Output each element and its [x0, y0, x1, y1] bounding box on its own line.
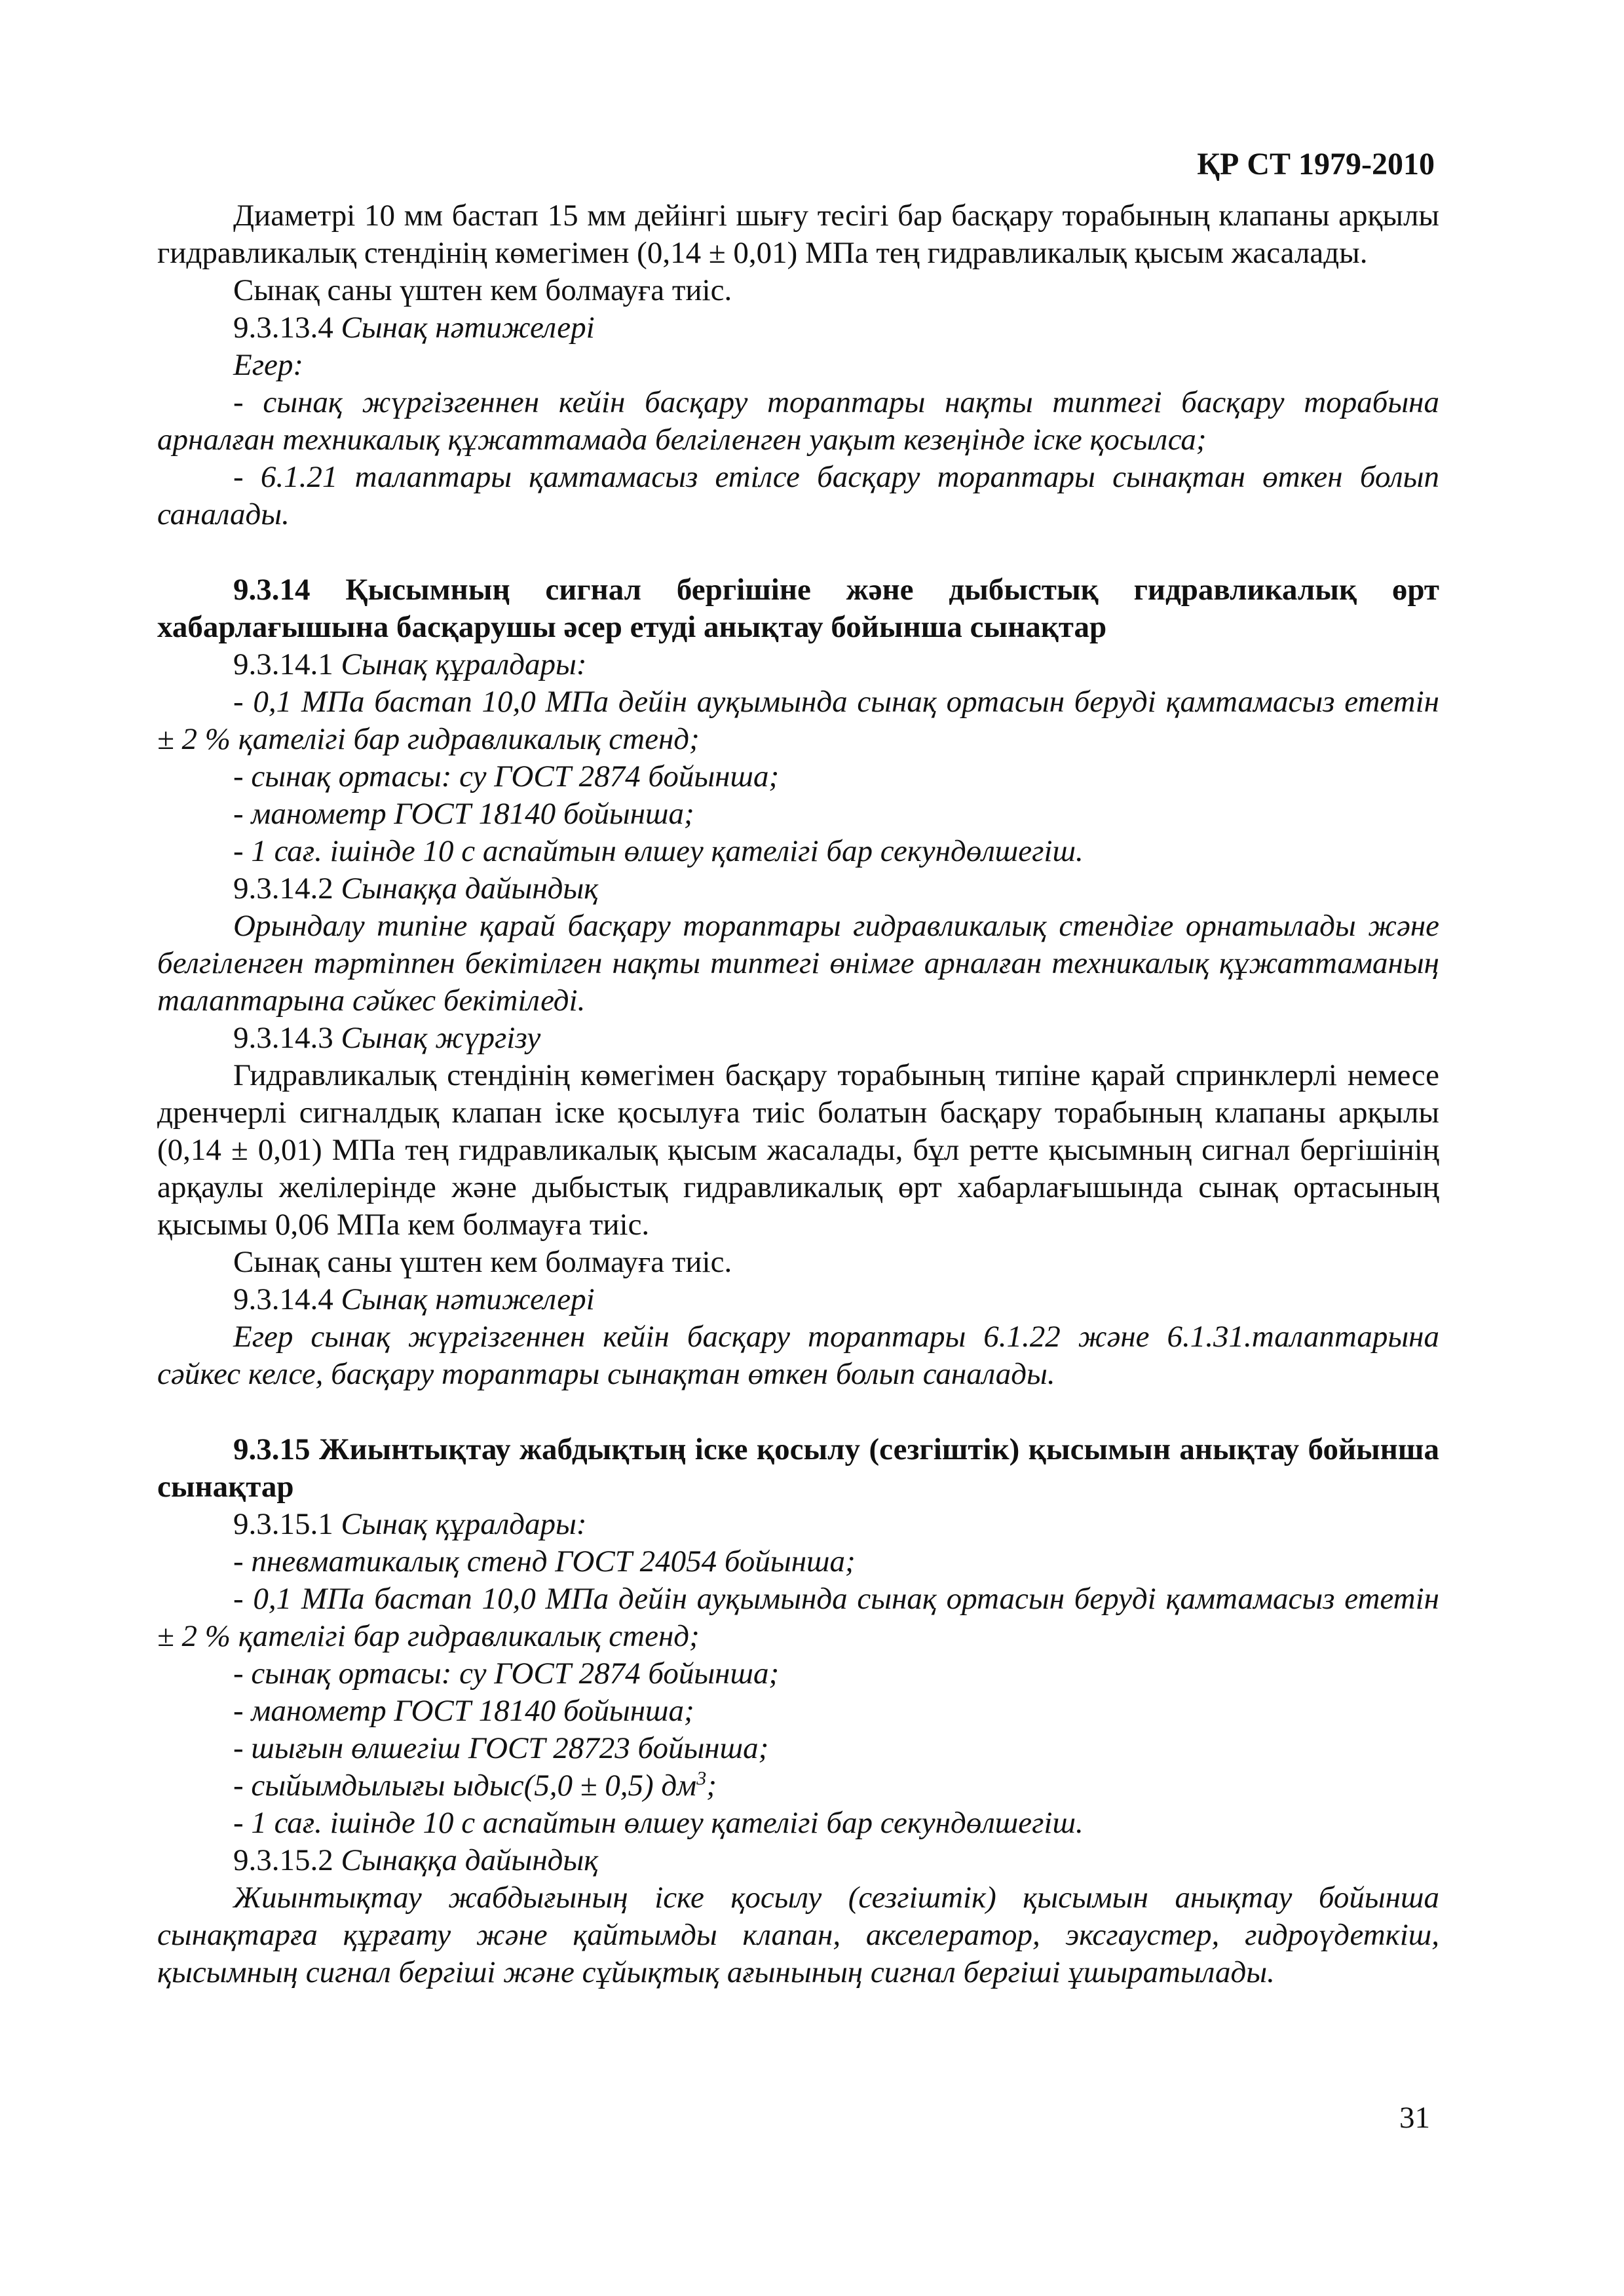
paragraph-pressure-creation: Диаметрі 10 мм бастап 15 мм дейінгі шығу тесігі бар басқару торабының клапаны арқылы гидравликалық стендінің көмегімен (0,14 ± 0,01) МПа тең гидравликалық қысым жасалады.	[157, 199, 1439, 270]
subsection-number: 9.3.15.1	[233, 1507, 333, 1541]
subsection-9-3-15-2	[157, 1842, 1439, 1879]
tool-list-item: - 0,1 МПа бастап 10,0 МПа дейін ауқымында сынақ ортасын беруді қамтамасыз ететін ± 2 % қателігі бар гидравликалық стенд;	[157, 685, 1439, 756]
subsection-number: 9.3.14.3	[233, 1021, 333, 1055]
subsection-number: 9.3.15.2	[233, 1843, 333, 1877]
capacity-exponent: 3	[696, 1767, 707, 1789]
condition-item: - сынақ жүргізгеннен кейін басқару тораптары нақты типтегі басқару торабына арналған техникалық құжаттамада белгіленген уақыт кезеңінде іске қосылса;	[157, 385, 1439, 457]
tool-list-item: - сынақ ортасы: су ГОСТ 2874 бойынша;	[233, 759, 780, 794]
subsection-title: Сынақ нәтижелері	[341, 311, 595, 345]
subsection-number: 9.3.13.4	[233, 311, 333, 345]
subsection-title: Сынақ жүргізу	[341, 1021, 541, 1055]
subsection-title: Сынақ құралдары:	[341, 1507, 587, 1541]
page-content	[157, 197, 1439, 1991]
condition-item: - 6.1.21 талаптары қамтамасыз етілсе басқару тораптары сынақтан өткен болып саналады.	[157, 460, 1439, 531]
tool-list-item: - 1 сағ. ішінде 10 с аспайтын өлшеу қателігі бар секундөлшегіш.	[233, 834, 1084, 868]
subsection-9-3-14-3	[157, 1020, 1439, 1057]
spacer	[157, 1393, 1439, 1431]
subsection-title: Сынақ нәтижелері	[341, 1282, 595, 1316]
conduct-paragraph: Гидравликалық стендінің көмегімен басқару торабының типіне қарай спринклерлі немесе дренчерлі сигналдық клапан іске қосылуға тиіс болатын басқару торабының клапаны арқылы (0,14 ± 0,01) МПа тең гидравликалық қысым жасалады, бұл ретте қысымның сигнал бергішінің арқаулы желілерінде және дыбыстық гидравликалық өрт хабарлағышында сынақ ортасының қысымы 0,06 МПа кем болмауға тиіс.	[157, 1058, 1439, 1242]
document-code-header: ҚР СТ 1979-2010	[1197, 147, 1435, 182]
results-paragraph: Егер сынақ жүргізгеннен кейін басқару тораптары 6.1.22 және 6.1.31.талаптарына сәйкес келсе, басқару тораптары сынақтан өткен болып саналады.	[157, 1320, 1439, 1391]
subsection-number: 9.3.14.2	[233, 871, 333, 906]
subsection-9-3-14-1	[157, 646, 1439, 683]
subsection-number: 9.3.14.1	[233, 647, 333, 681]
tool-list-item: - 0,1 МПа бастап 10,0 МПа дейін ауқымында сынақ ортасын беруді қамтамасыз ететін ± 2 % қателігі бар гидравликалық стенд;	[157, 1582, 1439, 1653]
capacity-text: - сыйымдылығы ыдыс(5,0 ± 0,5) дм	[233, 1769, 697, 1803]
tool-list-item: - манометр ГОСТ 18140 бойынша;	[233, 1694, 694, 1728]
spacer	[157, 533, 1439, 571]
subsection-title: Сынақ құралдары:	[341, 647, 587, 681]
capacity-end: ;	[706, 1769, 717, 1803]
section-heading-9-3-15: 9.3.15 Жиынтықтау жабдықтың іске қосылу (сезгіштік) қысымын анықтау бойынша сынақтар	[157, 1432, 1439, 1504]
subsection-number: 9.3.14.4	[233, 1282, 333, 1316]
subsection-9-3-14-4	[157, 1281, 1439, 1318]
preparation-paragraph: Орындалу типіне қарай басқару тораптары гидравликалық стендіге орнатылады және белгіленген тәртіппен бекітілген нақты типтегі өнімге арналған техникалық құжаттаманың талаптарына сәйкес бекітіледі.	[157, 909, 1439, 1018]
tool-list-item: - пневматикалық стенд ГОСТ 24054 бойынша;	[233, 1544, 856, 1578]
paragraph-test-count: Сынақ саны үштен кем болмауға тиіс.	[233, 273, 732, 307]
page-number: 31	[1399, 2101, 1430, 2135]
subsection-9-3-13-4	[157, 309, 1439, 347]
tool-list-item: - шығын өлшегіш ГОСТ 28723 бойынша;	[233, 1731, 769, 1765]
paragraph-test-count: Сынақ саны үштен кем болмауға тиіс.	[233, 1245, 732, 1279]
tool-list-item: - манометр ГОСТ 18140 бойынша;	[233, 797, 694, 831]
tool-list-item: - 1 сағ. ішінде 10 с аспайтын өлшеу қателігі бар секундөлшегіш.	[233, 1806, 1084, 1840]
preparation-paragraph: Жиынтықтау жабдығының іске қосылу (сезгіштік) қысымын анықтау бойынша сынақтарға құрғату және қайтымды клапан, акселератор, эксгаустер, гидроүдеткіш, қысымның сигнал бергіші және сұйықтық ағынының сигнал бергіші ұшыратылады.	[157, 1881, 1439, 1989]
tool-list-item-capacity	[157, 1767, 1439, 1805]
section-heading-9-3-14: 9.3.14 Қысымның сигнал бергішіне және дыбыстық гидравликалық өрт хабарлағышына басқарушы әсер етуді анықтау бойынша сынақтар	[157, 573, 1439, 644]
subsection-title: Сынаққа дайындық	[341, 871, 599, 906]
tool-list-item: - сынақ ортасы: су ГОСТ 2874 бойынша;	[233, 1656, 780, 1691]
condition-label: Егер:	[233, 348, 304, 382]
subsection-title: Сынаққа дайындық	[341, 1843, 599, 1877]
subsection-9-3-14-2	[157, 870, 1439, 908]
subsection-9-3-15-1	[157, 1506, 1439, 1543]
